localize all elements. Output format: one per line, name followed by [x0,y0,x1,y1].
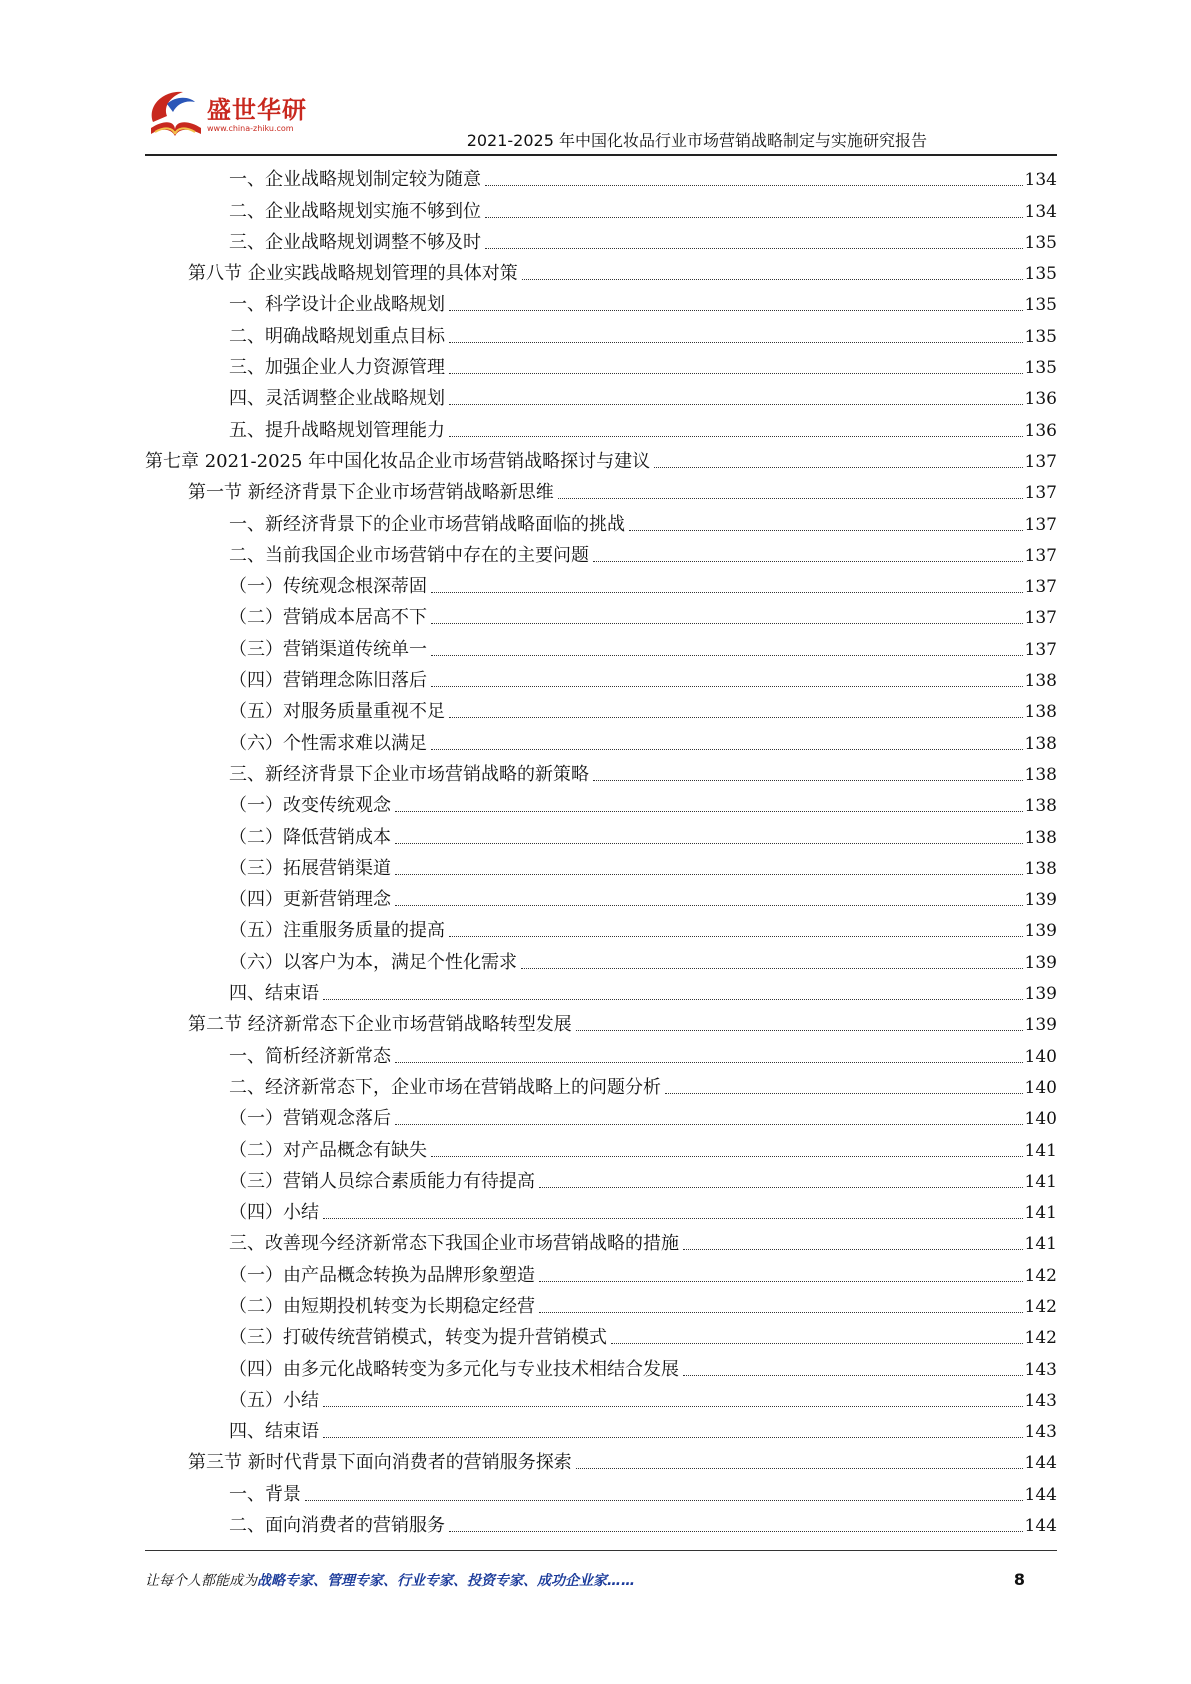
toc-entry-page: 139 [1024,1015,1057,1036]
toc-entry-page: 138 [1024,764,1057,785]
toc-entry-label: 二、面向消费者的营销服务 [229,1515,445,1537]
toc-entry[interactable] [145,379,1057,410]
toc-entry-page: 141 [1024,1234,1057,1255]
toc-entry-page: 143 [1024,1422,1057,1443]
toc-entry-label: （二）营销成本居高不下 [229,607,427,629]
toc-entry[interactable] [145,755,1057,786]
toc-entry[interactable] [145,348,1057,379]
toc-leader-dots [683,1374,1023,1376]
toc-entry-label: （五）对服务质量重视不足 [229,701,445,723]
toc-entry-label: 第二节 经济新常态下企业市场营销战略转型发展 [188,1014,572,1036]
toc-entry-page: 142 [1024,1328,1057,1349]
toc-leader-dots [654,466,1022,468]
toc-entry-label: （五）小结 [229,1389,319,1411]
toc-leader-dots [449,435,1023,437]
toc-leader-dots [395,1061,1023,1063]
toc-leader-dots [683,1248,1023,1250]
toc-leader-dots [395,842,1023,844]
logo-name: 盛世华研 [207,96,307,124]
toc-entry-label: （四）营销理念陈旧落后 [229,670,427,692]
header-divider [145,154,1057,156]
toc-leader-dots [558,497,1023,499]
toc-entry[interactable] [145,410,1057,441]
toc-entry-label: （二）由短期投机转变为长期稳定经营 [229,1295,535,1317]
toc-leader-dots [485,184,1023,186]
toc-entry-label: 二、经济新常态下，企业市场在营销战略上的问题分析 [229,1076,661,1098]
toc-leader-dots [431,1155,1023,1157]
toc-leader-dots [576,1467,1023,1469]
toc-entry[interactable] [145,1412,1057,1443]
toc-entry[interactable] [145,661,1057,692]
toc-leader-dots [449,341,1023,343]
toc-entry[interactable] [145,1099,1057,1130]
toc-leader-dots [431,622,1023,624]
toc-entry[interactable] [145,723,1057,754]
toc-entry-label: （四）由多元化战略转变为多元化与专业技术相结合发展 [229,1358,679,1380]
toc-entry-page: 144 [1024,1453,1057,1474]
footer-divider [145,1550,1057,1551]
toc-entry-label: （五）注重服务质量的提高 [229,920,445,942]
toc-leader-dots [449,309,1023,311]
toc-leader-dots [449,403,1023,405]
toc-entry-label: 第八节 企业实践战略规划管理的具体对策 [188,263,518,285]
toc-entry-label: （六）以客户为本，满足个性化需求 [229,951,517,973]
toc-entry[interactable] [145,598,1057,629]
toc-entry[interactable] [145,1443,1057,1474]
toc-entry-label: 二、企业战略规划实施不够到位 [229,200,481,222]
toc-leader-dots [431,591,1023,593]
toc-entry[interactable] [145,223,1057,254]
toc-leader-dots [395,873,1023,875]
toc-entry-label: 三、改善现今经济新常态下我国企业市场营销战略的措施 [229,1233,679,1255]
company-logo [145,84,345,144]
toc-entry-label: （三）营销渠道传统单一 [229,638,427,660]
toc-entry[interactable] [145,1036,1057,1067]
toc-leader-dots [576,1029,1023,1031]
toc-entry[interactable] [145,1068,1057,1099]
toc-entry-label: 二、明确战略规划重点目标 [229,325,445,347]
toc-leader-dots [611,1342,1023,1344]
toc-leader-dots [449,372,1023,374]
toc-leader-dots [431,654,1023,656]
toc-leader-dots [431,685,1023,687]
toc-leader-dots [539,1186,1023,1188]
toc-entry-page: 138 [1024,827,1057,848]
toc-entry-page: 144 [1024,1516,1057,1537]
toc-entry-label: （一）传统观念根深蒂固 [229,576,427,598]
toc-leader-dots [395,810,1023,812]
toc-leader-dots [593,560,1023,562]
toc-entry-page: 143 [1024,1359,1057,1380]
toc-entry-page: 135 [1024,358,1057,379]
toc-entry[interactable] [145,849,1057,880]
toc-entry-page: 135 [1024,326,1057,347]
logo-emblem-icon [145,84,207,144]
toc-entry-page: 137 [1024,639,1057,660]
toc-entry[interactable] [145,974,1057,1005]
toc-entry-page: 138 [1024,733,1057,754]
toc-entry-page: 143 [1024,1390,1057,1411]
toc-entry-page: 137 [1024,608,1057,629]
toc-entry-page: 140 [1024,1109,1057,1130]
toc-entry-label: （一）改变传统观念 [229,795,391,817]
toc-entry[interactable] [145,1506,1057,1537]
page-number: 8 [1013,1570,1025,1589]
toc-leader-dots [431,748,1023,750]
toc-leader-dots [323,998,1023,1000]
toc-leader-dots [629,529,1023,531]
toc-entry-page: 139 [1024,984,1057,1005]
toc-leader-dots [449,1530,1023,1532]
toc-entry-page: 139 [1024,921,1057,942]
toc-entry-page: 137 [1024,545,1057,566]
toc-leader-dots [593,779,1023,781]
toc-entry-page: 141 [1024,1203,1057,1224]
page-header [145,84,1057,152]
toc-entry[interactable] [145,1474,1057,1505]
toc-entry-label: （六）个性需求难以满足 [229,732,427,754]
toc-entry-page: 138 [1024,796,1057,817]
toc-leader-dots [485,247,1023,249]
toc-entry-label: 第一节 新经济背景下企业市场营销战略新思维 [188,482,554,504]
toc-entry[interactable] [145,473,1057,504]
toc-entry[interactable] [145,442,1057,473]
toc-entry[interactable] [145,817,1057,848]
toc-entry-label: 一、简析经济新常态 [229,1045,391,1067]
toc-leader-dots [521,967,1023,969]
toc-entry-label: （三）拓展营销渠道 [229,857,391,879]
toc-entry-page: 142 [1024,1296,1057,1317]
toc-entry[interactable] [145,1193,1057,1224]
toc-entry[interactable] [145,629,1057,660]
toc-entry-page: 134 [1024,170,1057,191]
toc-leader-dots [485,216,1023,218]
toc-entry-label: 一、新经济背景下的企业市场营销战略面临的挑战 [229,513,625,535]
report-title: 2021-2025 年中国化妆品行业市场营销战略制定与实施研究报告 [466,131,927,150]
toc-entry[interactable] [145,880,1057,911]
toc-entry-label: （二）对产品概念有缺失 [229,1139,427,1161]
toc-entry-page: 138 [1024,858,1057,879]
toc-leader-dots [539,1280,1023,1282]
toc-entry[interactable] [145,567,1057,598]
page-footer [145,1570,1025,1594]
toc-entry[interactable] [145,1255,1057,1286]
toc-entry-label: （二）降低营销成本 [229,826,391,848]
toc-entry-page: 138 [1024,671,1057,692]
toc-entry-page: 137 [1024,483,1057,504]
toc-entry-label: 四、结束语 [229,983,319,1005]
toc-entry[interactable] [145,191,1057,222]
toc-entry[interactable] [145,1349,1057,1380]
toc-entry[interactable] [145,160,1057,191]
toc-entry-page: 135 [1024,264,1057,285]
toc-leader-dots [449,935,1023,937]
toc-entry-page: 144 [1024,1484,1057,1505]
toc-entry-page: 141 [1024,1171,1057,1192]
toc-entry-label: 三、新经济背景下企业市场营销战略的新策略 [229,763,589,785]
toc-leader-dots [449,716,1023,718]
toc-entry-label: 四、结束语 [229,1421,319,1443]
toc-entry-label: （四）小结 [229,1202,319,1224]
toc-entry-page: 136 [1024,389,1057,410]
toc-entry[interactable] [145,1162,1057,1193]
toc-entry-label: （一）营销观念落后 [229,1108,391,1130]
toc-entry[interactable] [145,1224,1057,1255]
toc-entry-page: 136 [1024,420,1057,441]
toc-entry[interactable] [145,254,1057,285]
footer-slogan-roles: 战略专家、管理专家、行业专家、投资专家、成功企业家…… [257,1573,635,1589]
toc-entry-page: 138 [1024,702,1057,723]
toc-entry-label: （三）打破传统营销模式，转变为提升营销模式 [229,1327,607,1349]
toc-entry-page: 141 [1024,1140,1057,1161]
toc-leader-dots [395,1123,1023,1125]
table-of-contents [145,160,1057,1537]
toc-entry[interactable] [145,1130,1057,1161]
toc-entry[interactable] [145,786,1057,817]
toc-entry[interactable] [145,316,1057,347]
toc-entry[interactable] [145,692,1057,723]
toc-entry[interactable] [145,911,1057,942]
toc-entry-label: 第七章 2021-2025 年中国化妆品企业市场营销战略探讨与建议 [145,450,651,472]
toc-entry-label: 二、当前我国企业市场营销中存在的主要问题 [229,544,589,566]
logo-url: www.china-zhiku.com [207,124,294,133]
toc-entry-page: 137 [1024,451,1057,472]
toc-entry-page: 137 [1024,577,1057,598]
toc-entry-label: 三、加强企业人力资源管理 [229,357,445,379]
toc-entry[interactable] [145,285,1057,316]
toc-entry-page: 140 [1024,1046,1057,1067]
toc-entry[interactable] [145,1287,1057,1318]
toc-entry-page: 135 [1024,232,1057,253]
toc-entry-label: （一）由产品概念转换为品牌形象塑造 [229,1264,535,1286]
toc-entry[interactable] [145,1318,1057,1349]
toc-entry-page: 134 [1024,201,1057,222]
toc-entry[interactable] [145,536,1057,567]
toc-leader-dots [323,1217,1023,1219]
toc-leader-dots [539,1311,1023,1313]
toc-leader-dots [665,1092,1023,1094]
toc-entry-page: 139 [1024,890,1057,911]
toc-entry-label: （三）营销人员综合素质能力有待提高 [229,1170,535,1192]
toc-entry-page: 139 [1024,952,1057,973]
toc-leader-dots [395,904,1023,906]
toc-entry-label: 第三节 新时代背景下面向消费者的营销服务探索 [188,1452,572,1474]
toc-leader-dots [522,278,1023,280]
toc-leader-dots [323,1405,1023,1407]
toc-leader-dots [305,1499,1023,1501]
toc-entry[interactable] [145,1381,1057,1412]
toc-entry-label: 四、灵活调整企业战略规划 [229,388,445,410]
toc-entry[interactable] [145,504,1057,535]
toc-entry-label: 一、企业战略规划制定较为随意 [229,169,481,191]
toc-entry-label: 三、企业战略规划调整不够及时 [229,231,481,253]
toc-entry-label: （四）更新营销理念 [229,889,391,911]
toc-entry-page: 140 [1024,1077,1057,1098]
toc-entry-page: 137 [1024,514,1057,535]
toc-entry-label: 五、提升战略规划管理能力 [229,419,445,441]
toc-entry-label: 一、科学设计企业战略规划 [229,294,445,316]
toc-entry-page: 135 [1024,295,1057,316]
toc-entry-page: 142 [1024,1265,1057,1286]
toc-leader-dots [323,1436,1023,1438]
toc-entry-label: 一、背景 [229,1483,301,1505]
toc-entry[interactable] [145,942,1057,973]
footer-slogan-lead: 让每个人都能成为 [145,1573,257,1589]
toc-entry[interactable] [145,1005,1057,1036]
